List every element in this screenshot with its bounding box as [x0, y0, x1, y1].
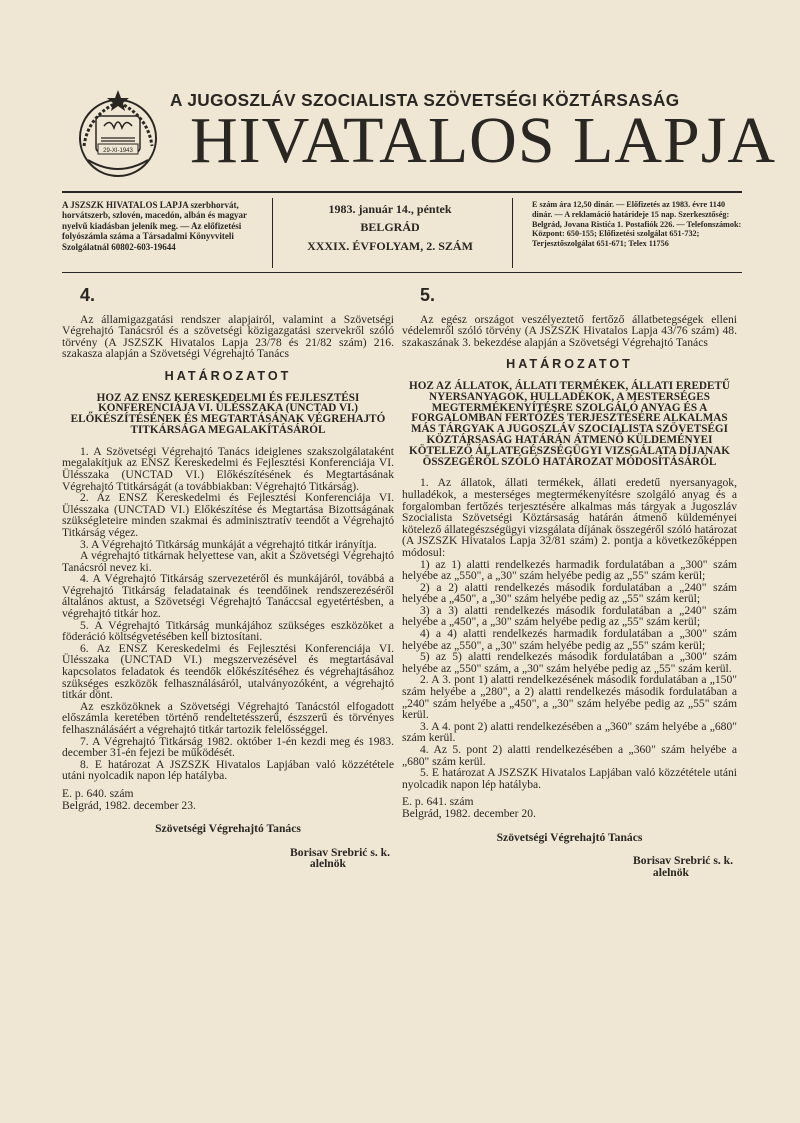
paragraph: 3. A Végrehajtó Titkárság munkáját a végrehajtó titkár irányítja.	[80, 537, 377, 551]
left-column	[62, 285, 394, 871]
decision-heading: HATÁROZATOT	[164, 368, 292, 383]
signatory-title: alelnök	[309, 857, 346, 871]
paragraph: 2) a 2) alatti rendelkezés második fordulatában a „240" szám helyébe a „450", a „30" szám helyébe pedig az „55" szám kerül;	[402, 580, 737, 606]
signatory-name: Borisav Srebrić s. k.	[633, 854, 733, 868]
paragraph: 5. E határozat A JSZSZK Hivatalos Lapjában való közzététele utáni nyolcadik napon lép hatályba.	[402, 766, 737, 791]
issue-place: BELGRÁD	[360, 220, 420, 235]
reference-number: E. p. 640. szám	[62, 786, 134, 800]
paragraph: Az eszközöknek a Szövetségi Végrehajtó Tanácstól elfogadott előszámla keretében történő rendeltetésszerű, észszerű és törvényes felhasználásáért a végrehajtó titkár tartozik felelősséggel.	[62, 699, 394, 736]
place-date: Belgrád, 1982. december 20.	[402, 806, 536, 820]
paragraph: 6. Az ENSZ Kereskedelmi és Fejlesztési Konferenciája VI. Ülésszaka (UNCTAD VI.) megszervezésével és megtartásával kapcsolatos feladatok és teendők előkészítéséhez és végrehajtásához szükséges eszközök felhasználásáról, utalványozóként, a végrehajtó titkár dönt.	[62, 641, 394, 702]
info-divider	[272, 198, 273, 268]
paragraph: A végrehajtó titkárnak helyettese van, akit a Szövetségi Végrehajtó Tanácsról nevez ki.	[62, 549, 394, 574]
paragraph: 4. A Végrehajtó Titkárság szervezetéről és munkájáról, továbbá a Végrehajtó Titkárság feladatainak és teendőinek rendszerezéséről általános aktust, a Szövetségi Végrehajtó Tanáccsal egyetértésben, a végrehajtó titkár hoz.	[62, 572, 394, 621]
decision-subject: HOZ AZ ENSZ KERESKEDELMI ÉS FEJLESZTÉSI KONFERENCIÁJA VI. ÜLÉSSZAKA (UNCTAD VI.) ELŐKÉSZÍTÉSÉNEK ÉS MEGTARTÁSÁNAK VÉGREHAJTÓ TITKÁRSÁGA MEGALAKÍTÁSÁRÓL	[70, 391, 386, 436]
paragraph: 1) az 1) alatti rendelkezés harmadik fordulatában a „300" szám helyébe az „550", a „30" szám helyébe pedig az „55" szám kerül;	[402, 557, 737, 583]
masthead-title: HIVATALOS LAPJA	[190, 104, 777, 177]
decision-number: 4.	[80, 285, 96, 305]
place-date: Belgrád, 1982. december 23.	[62, 798, 196, 812]
paragraph: 2. A 3. pont 1) alatti rendelkezésének második fordulatában a „150" szám helyébe a „280", a 2) alatti rendelkezés második fordulatában a „240" szám helyébe a „450", a „30" szám helyébe pedig az „55" szám kerül.	[402, 673, 737, 722]
intro-paragraph: Az egész országot veszélyeztető fertőző állatbetegségek elleni védelemről szóló törvény (A JSZSZK Hivatalos Lapja 43/76 szám) 48. szakaszának 3. bekezdése alapján a Szövetségi Végrehajtó Tanács	[402, 312, 737, 349]
info-divider	[512, 198, 513, 268]
intro-paragraph: Az államigazgatási rendszer alapjairól, valamint a Szövetségi Végrehajtó Tanácsról és a szövetségi közigazgatási szervekről szóló törvény (A JSZSZK Hivatalos Lapja 23/78 és 21/82 szám) 216. szakasza alapján a Szövetségi Végrehajtó Tanács	[62, 312, 394, 361]
paragraph: 8. E határozat A JSZSZK Hivatalos Lapjában való közzététele utáni nyolcadik napon lép hatályba.	[62, 757, 394, 783]
info-right: E szám ára 12,50 dinár. — Előfizetés az 1983. évre 1140 dinár. — A reklamáció határideje 15 nap. Szerkesztőség: Belgrád, Jovana Ristića 1. Postafiók 226. — Telefonszámok: Központ: 650-155; Előfizetési szolgálat 651-732; Terjesztőszolgálat 651-671; Telex 11756	[532, 200, 742, 249]
signatory-body: Szövetségi Végrehajtó Tanács	[496, 830, 643, 844]
signatory-body: Szövetségi Végrehajtó Tanács	[155, 822, 301, 836]
emblem-ribbon: 29-XI-1943	[103, 148, 133, 154]
paragraph: 1. A Szövetségi Végrehajtó Tanács ideiglenes szakszolgálataként megalakítjuk az ENSZ Kereskedelmi és Fejlesztési Konferenciája VI. Ülésszaka (UNCTAD VI.) Előkészítésének és Megtartásának Végrehajtó Ttitkárságát (a továbbiakban: Végrehajtó Titkárság).	[62, 444, 394, 493]
paragraph: 4. Az 5. pont 2) alatti rendelkezésében a „360" szám helyébe a „680" szám kerül.	[402, 743, 737, 768]
paragraph: 2. Az ENSZ Kereskedelmi és Fejlesztési Konferenciája VI. Ülésszaka (UNCTAD VI.) Előkészítése és Megtartása Bizottságának szükségleteire minden szakmai és adminisztratív teendőt a Végrehajtó Titkárság végez.	[62, 491, 394, 539]
issue-number: XXXIX. ÉVFOLYAM, 2. SZÁM	[307, 238, 473, 253]
state-emblem-icon	[74, 86, 162, 182]
paragraph: 4) a 4) alatti rendelkezés harmadik fordulatában a „300" szám helyébe az „550", a „30" szám helyébe pedig az „55" szám kerül;	[402, 627, 737, 652]
decision-heading: HATÁROZATOT	[506, 357, 633, 372]
info-middle	[280, 200, 500, 259]
paragraph: 1. Az állatok, állati termékek, állati eredetű nyersanyagok, hulladékok, a mesterséges megtermékenyítésre szolgáló anyag és a forgalomban fertőzés terjesztésére alkalmas más tárgyak a Jugoszláv Szocialista Szövetségi Köztársaság határán átmenő küldeményei kötelező állategészségügyi vizsgálata díjának összegéről szóló határozat (A JSZSZK Hivatalos Lapja 32/81 szám) 2. pontja a következőképpen módosul:	[402, 476, 737, 559]
header-rule	[62, 191, 742, 193]
paragraph: 5) az 5) alatti rendelkezés második fordulatában a „300" szám helyébe az „550" szám, a „30" szám helyébe pedig az „55" szám kerül.	[402, 650, 737, 675]
signatory-title: alelnök	[652, 865, 689, 879]
decision-number: 5.	[420, 285, 436, 305]
paragraph: 3) a 3) alatti rendelkezés második fordulatában a „240" szám helyébe a „450", a „30" szám helyébe pedig az „55" szám kerül;	[402, 603, 737, 629]
paragraph: 7. A Végrehajtó Titkárság 1982. október 1-én kezdi meg és 1983. december 31-én fejezi be működését.	[62, 734, 394, 760]
masthead-top-line: A JUGOSZLÁV SZOCIALISTA SZÖVETSÉGI KÖZTÁRSASÁG	[170, 90, 680, 110]
decision-subject: HOZ AZ ÁLLATOK, ÁLLATI TERMÉKEK, ÁLLATI EREDETŰ NYERSANYAGOK, HULLADÉKOK, A MESTERSÉGES MEGTERMÉKENYÍTÉSRE SZOLGÁLÓ ANYAG ÉS A FORGALOMBAN FERTŐZÉS TERJESZTÉSÉRE ALKALMAS MÁS TÁRGYAK A JUGOSZLÁV SZOCIALISTA SZÖVETSÉGI KÖZTÁRSASÁG HATÁRÁN ÁTMENŐ KÜLDEMÉNYEI KÖTELEZŐ ÁLLATEGÉSZSÉGÜGYI VIZSGÁLATA DÍJANAK ÖSSZEGÉRŐL SZÓLÓ HATÁROZAT MÓDOSÍTÁSÁRÓL	[409, 379, 730, 468]
right-column	[402, 285, 737, 879]
header-bottom-rule	[62, 272, 742, 273]
info-left: A JSZSZK HIVATALOS LAPJA szerbhorvát, horvátszerb, szlovén, macedón, albán és magyar nyelvű kiadásban jelenik meg. — Az előfizetési folyószámla száma a Társadalmi Könyvviteli Szolgálatnál 60802-603-19644	[62, 200, 247, 252]
reference-number: E. p. 641. szám	[402, 795, 474, 809]
issue-date: 1983. január 14., péntek	[328, 202, 452, 216]
paragraph: 5. A Végrehajtó Titkárság munkájához szükséges eszközöket a föderáció költségvetésében kell biztosítani.	[62, 618, 394, 644]
masthead	[70, 80, 777, 190]
paragraph: 3. A 4. pont 2) alatti rendelkezésében a „360" szám helyébe a „680" szám kerül.	[402, 719, 737, 745]
signatory-name: Borisav Srebrić s. k.	[290, 845, 390, 859]
